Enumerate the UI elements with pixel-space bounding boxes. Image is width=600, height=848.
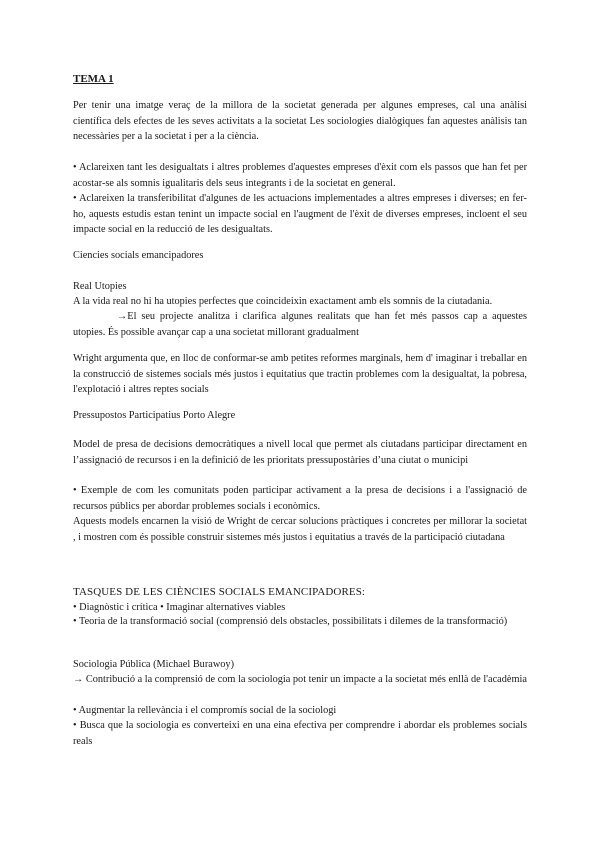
- section-heading-sociologia-publica: Sociologia Pública (Michael Burawoy): [73, 659, 234, 670]
- bullet-paragraph-1: • Aclareixen tant les desigualtats i altres problemes d'aquestes empreses d'èxit com els passos que han fet per acostar-se als somnis igualitaris dels seus integrants i de la societat en general.: [73, 162, 527, 189]
- page-title: TEMA 1: [73, 73, 114, 85]
- publica-arrow-paragraph: → Contribució a la comprensió de com la sociologia pot tenir un impacte a la societat més enllà de l'acadèmia: [73, 674, 527, 685]
- publica-bullet-2: • Busca que la sociologia es converteixi en una eina efectiva per comprendre i abordar els problemes socials reals: [73, 720, 527, 747]
- section-heading-real-utopies: Real Utopies: [73, 281, 127, 292]
- model-paragraph: Model de presa de decisions democràtiques a nivell local que permet als ciutadans participar directament en l’assignació de recursos i en la definició de les prioritats pressupostàries d’una ciutat o municipi: [73, 439, 527, 466]
- section-heading-ciencies: Ciencies socials emancipadores: [73, 250, 204, 261]
- aquests-models-paragraph: Aquests models encarnen la visió de Wright de cercar solucions pràctiques i concretes per millorar la societat , i mostren com és possible construir sistemes més justos i equitatius a través de la participació ciutadana: [73, 516, 527, 543]
- tasques-line-2: • Teoria de la transformació social (comprensió dels obstacles, possibilitats i dilemes de la transformació): [73, 616, 508, 627]
- real-utopies-arrow-paragraph: →El seu projecte analitza i clarifica algunes realitats que han fet més passos cap a aquestes utopies. És possible avançar cap a una societat millorant gradualment: [73, 311, 527, 338]
- tasques-line-1: • Diagnòstic i crítica • Imaginar alternatives viables: [73, 602, 286, 613]
- wright-paragraph: Wright argumenta que, en lloc de conformar-se amb petites reformes marginals, hem d' imaginar i treballar en la construcció de sistemes socials més justos i equitatius que tractin problemes com la desigualtat, la pobresa, l'explotació i altres reptes socials: [73, 353, 527, 395]
- publica-bullet-1: • Augmentar la rellevància i el compromís social de la sociologi: [73, 705, 337, 716]
- bullet-paragraph-2: • Aclareixen la transferibilitat d'algunes de les actuacions implementades a altres empreses i diverses; en fer-ho, aquests estudis estan tenint un impacte social en l'augment de l'èxit de diverses empreses, incloent el seu impacte social en la reducció de les desigualtats.: [73, 193, 527, 235]
- real-utopies-line: A la vida real no hi ha utopies perfectes que coincideixin exactament amb els somnis de la ciutadania.: [73, 296, 493, 307]
- intro-paragraph: Per tenir una imatge veraç de la millora de la societat generada per algunes empreses, cal una anàlisi científica dels efectes de les seves activitats a la societat Les sociologies dialògiques fan aquestes anàlisis tan necessàries per a la societat i per a la ciència.: [73, 100, 527, 142]
- section-heading-tasques: TASQUES DE LES CIÈNCIES SOCIALS EMANCIPADORES:: [73, 586, 366, 598]
- section-heading-porto-alegre: Pressupostos Participatius Porto Alegre: [73, 410, 236, 421]
- exemple-paragraph: • Exemple de com les comunitats poden participar activament a la presa de decisions i a l'assignació de recursos públics per abordar problemes socials i econòmics.: [73, 485, 527, 512]
